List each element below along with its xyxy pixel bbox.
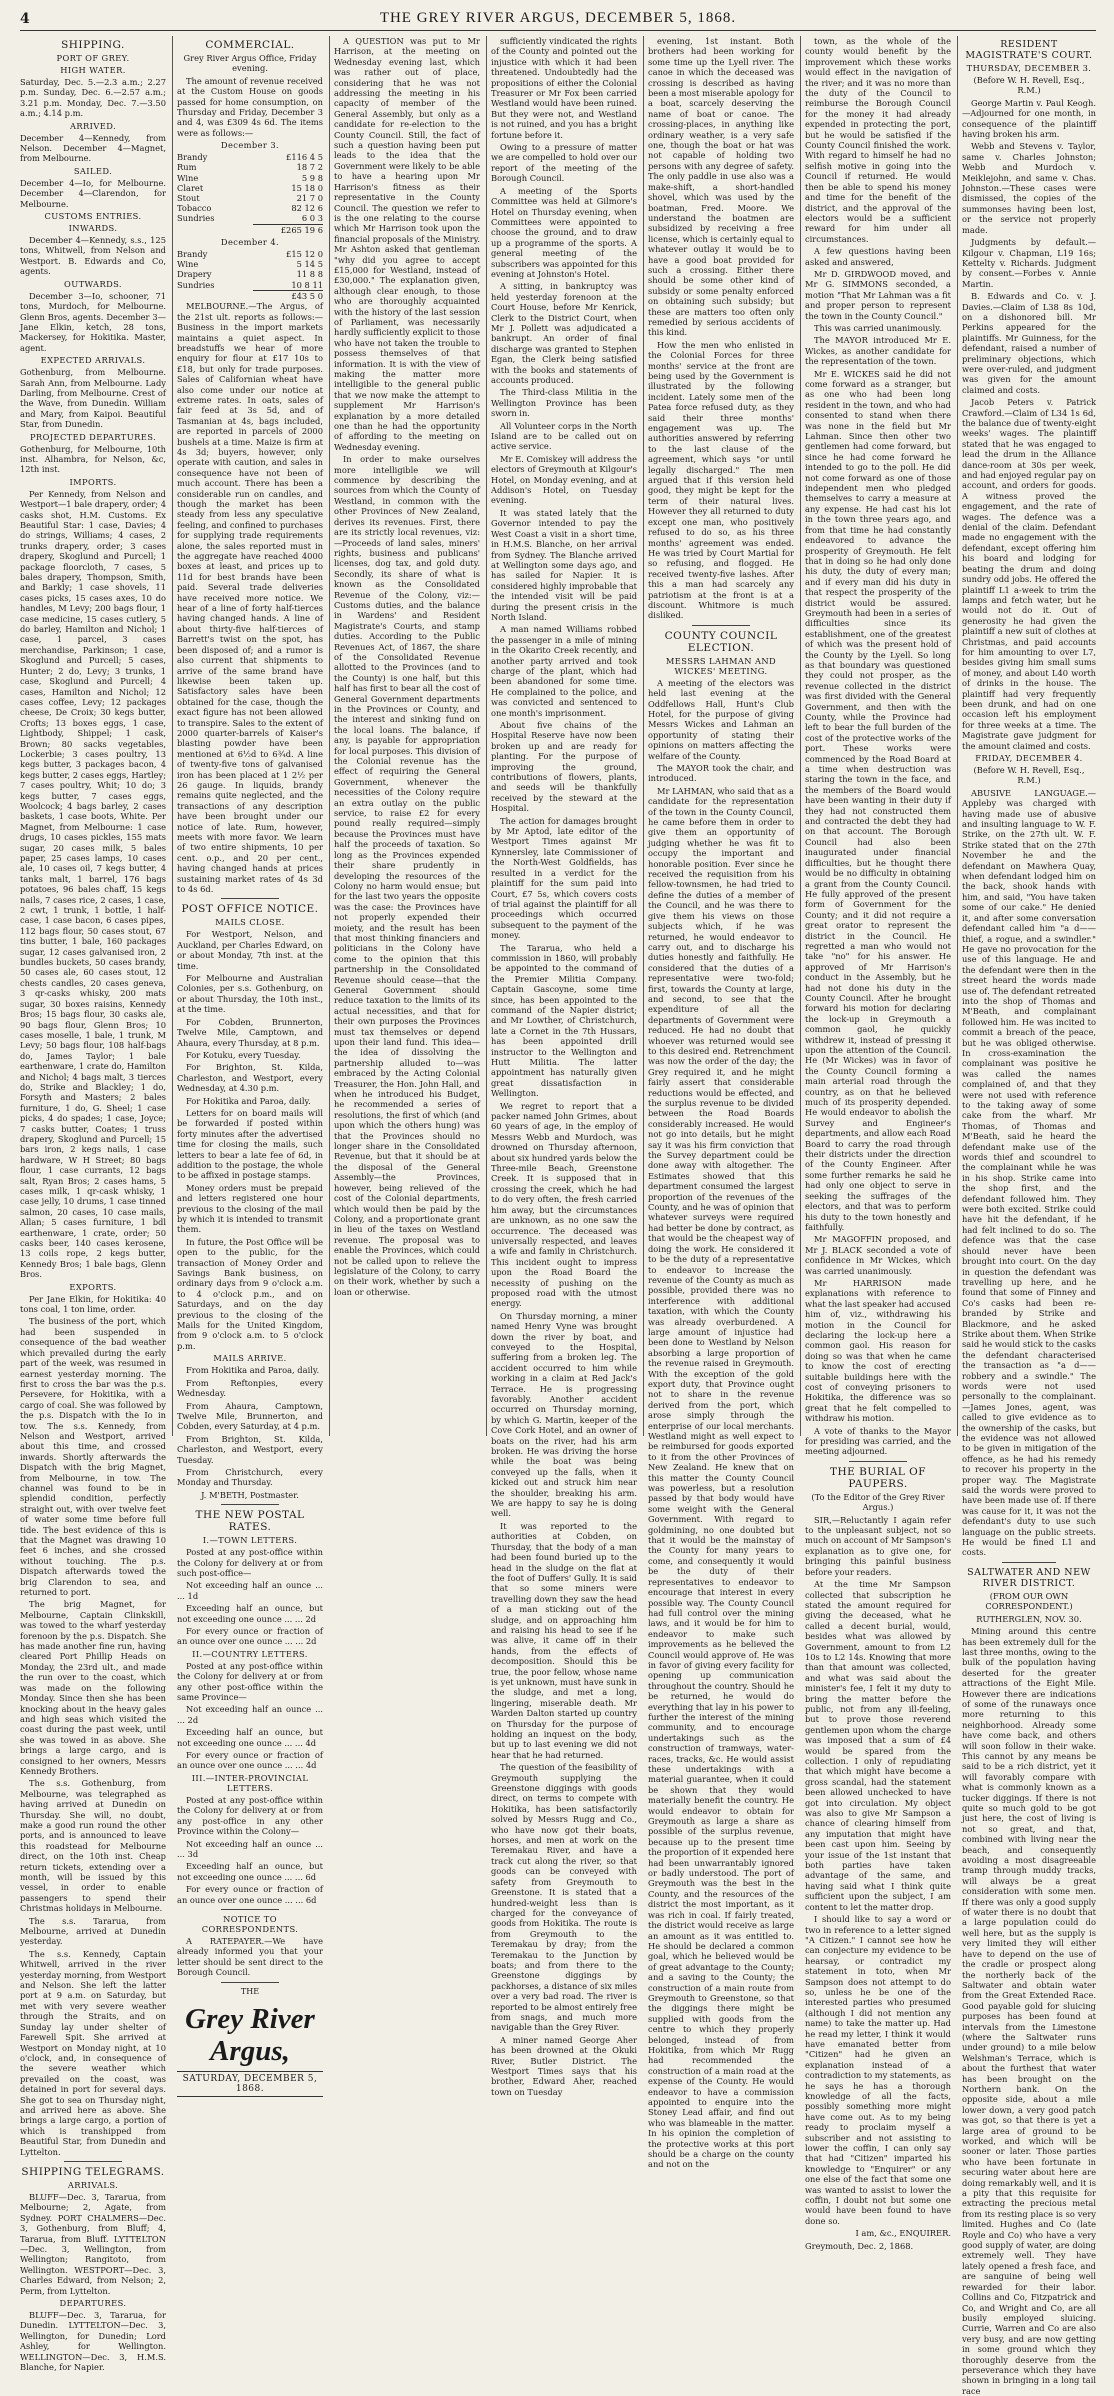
paragraph: Not exceeding half an ounce ... ... 1d xyxy=(177,1580,323,1601)
mails-close-heading: MAILS CLOSE. xyxy=(215,917,285,928)
port-heading: PORT OF GREY. xyxy=(56,53,130,63)
paragraph: For Melbourne and Australian Colonies, per s.s. Gothenburg, on or about Thursday, the 10th inst., at the time. xyxy=(177,973,323,1015)
divider xyxy=(221,898,279,899)
council-paragraph: This was carried unanimously. xyxy=(814,322,942,333)
council-paragraph: A meeting of the electors was held last evening at the Oddfellows Hall, Hunt's Club Hotel, for the purpose of giving Messrs Wickes and Lahman an opportunity of stating their opinions on matters affecting the welfare of the County. xyxy=(648,677,794,761)
paragraph: From Brighton, St. Kilda, Charleston, and Westport, every Tuesday. xyxy=(177,1433,323,1465)
paragraph: The s.s. Gothenburg, from Melbourne, was telegraphed as having arrived at Dunedin on Thursday. She will, no doubt, make a good run round the other ports, and is announced to leave this roadstead for Melbourne direct, on the 10th inst. Cheap return tickets, extending over a month, will be issued by this vessel, in order to enable passengers to spend their Christmas holidays in Melbourne. xyxy=(20,1778,166,1914)
paragraph: From Hokitika and Paroa, daily. xyxy=(186,1365,320,1376)
saltwater-dateline: RUTHERGLEN, NOV. 30. xyxy=(976,1613,1082,1624)
telegrams-arrivals-heading: ARRIVALS. xyxy=(67,2179,119,2190)
council-paragraph: A vote of thanks to the Mayor for presiding was carried, and the meeting adjourned. xyxy=(805,1425,951,1457)
commercial-intro: The amount of revenue received at the Custom House on goods passed for home consumption, on Thursday and Friday, December 3 and 4, was £309 4s 6d. The items were as follows:— xyxy=(177,75,323,138)
news-paragraph: sufficiently vindicated the rights of the County and pointed out the injustice with which it had been threatened. Undoubtedly had the propositions of either the Colonial Treasurer or Mr Fox been carried Westland would have been ruined. But they were not, and Westland is not ruined, and you has a bright fortune before it. xyxy=(491,36,637,140)
saltwater-from: (FROM OUR OWN CORRESPONDENT.) xyxy=(985,1590,1073,1612)
paragraph: For Cobden, Brunnerton, Twelve Mile, Camptown, and Ahaura, every Thursday, at 8 p.m. xyxy=(177,1016,323,1048)
rates-heading: III.—INTER-PROVINCIAL LETTERS. xyxy=(191,1772,309,1793)
masthead-rule xyxy=(20,30,1096,31)
news-paragraph: The question of the feasibility of Greymouth supplying the Greenstone diggings with goods direct, on terms to compete with Hokitika, has been satisfactorily solved by Messrs Rugg and Co., who have now got their boats, horses, and men at work on the Teremakau River, and have a track cut along the river, so that goods can be conveyed with safety from Greymouth to Greenstone. It is stated that a hundred-weight less than is charged for the conveyance of goods from Hokitika. The route is from Greymouth to the Teremakau by dray; from the Teremakau to the Junction by boats; and from there to the Greenstone diggings by packhorses, a distance of six miles over a very bad road. The river is reported to be almost entirely free from snags, and much more navigable than the Grey River. xyxy=(491,1762,637,2033)
paragraph: Letters for on board mails will be forwarded if posted within forty minutes after the advertised time for closing the mails, such letters to bear a late fee of 6d, in addition to the postage, the whole to be affixed in postage stamps. xyxy=(177,1107,323,1181)
revenue-row: Rum 18 7 2 xyxy=(177,162,323,173)
paragraph: Exceeding half an ounce, but not exceeding one ounce ... ... 2d xyxy=(177,1603,323,1624)
nameplate-title: Grey River Argus, xyxy=(185,2002,315,2067)
news-paragraph: Mr E. Comiskey will address the electors of Greymouth at Kilgour's Hotel, on Monday evening, and at Addison's Hotel, on Tuesday evening. xyxy=(491,453,637,506)
sailed-heading: SAILED. xyxy=(73,165,113,176)
court-title: RESIDENT MAGISTRATE'S COURT. xyxy=(965,39,1093,61)
letter-paragraph: SIR,—Reluctantly I again refer to the unpleasant subject, not so much on account of Mr Sampson's explanation as to give one, for bringing this painful business before your readers. xyxy=(805,1514,951,1577)
court-day: FRIDAY, DECEMBER 4. xyxy=(975,753,1083,763)
paragraph: From Ahaura, Camptown, Twelve Mile, Brunnerton, and Cobden, every Saturday, at 4 p.m. xyxy=(177,1400,323,1432)
council-title: COUNTY COUNCIL ELECTION. xyxy=(664,629,778,654)
news-paragraph: About five chains of the Hospital Reserve have now been broken up and are ready for planting. For the purpose of improving the ground, contributions of flowers, plants, and seeds will be thankfully received by the steward at the Hospital. xyxy=(491,720,637,814)
column-shipping xyxy=(20,36,166,2373)
news-paragraph: We regret to report that a packer named John Grimes, about 60 years of age, in the employ of Messrs Webb and Murdoch, was drowned on Thursday afternoon, about six hundred yards below the Three-mile Beach, Greenstone Creek. It is supposed that in crossing the creek, which he had to do very often, the fresh carried him away, but the circumstances are unknown, as no one saw the occurrence. The deceased was universally respected, and leaves a wife and family in Christchurch. This incident ought to impress upon the Road Board the necessity of pushing on the proposed road with the utmost energy. xyxy=(491,1100,637,1309)
court-before: (Before W. H. Revell, Esq., R.M.) xyxy=(973,75,1085,96)
court-before: (Before W. H. Revell, Esq., R.M.) xyxy=(973,765,1085,786)
exports: Per Jane Elkin, for Hokitika: 40 tons coal, 1 ton lime, order. xyxy=(20,1293,166,1315)
outwards: December 3—Io, schooner, 71 tons, Murdoch, for Melbourne. Glenn Bros, agents. December 3—Jane Elkin, ketch, 28 tons, Mackersey, for Hokitika. Master, agent. xyxy=(20,290,166,353)
court-paragraph: Webb and Stevens v. Taylor, same v. Charles Johnston; Webb and Murdoch v. Meiklejohn, and same v. Chas. Johnston.—These cases were dismissed, the copies of the summonses having been lost, or the service not properly made. xyxy=(962,141,1096,235)
paragraph: For Brighton, St. Kilda, Charleston, and Westport, every Wednesday, at 4.30 p.m. xyxy=(177,1062,323,1094)
news-paragraph: Owing to a pressure of matter we are compelled to hold over our report of the meeting of the Borough Council. xyxy=(491,142,637,184)
divider xyxy=(221,1909,279,1910)
revenue-row: Sundries 6 0 3 xyxy=(177,213,323,224)
council-subtitle: MESSRS LAHMAN AND WICKES' MEETING. xyxy=(665,655,777,676)
paragraph: For Hokitika and Paroa, daily. xyxy=(186,1095,311,1106)
revenue-table-1 xyxy=(177,152,323,235)
shipping-narrative xyxy=(20,1316,166,2157)
paragraph: Exceeding half an ounce, but not exceeding one ounce ... ... 6d xyxy=(177,1861,323,1882)
court-paragraph: Judgments by default.—Kilgour v. Chapman, L19 16s; Kettelty v. Richards. Judgment by consent.—Forbes v. Annie Martin. xyxy=(962,237,1096,289)
letter-date: Greymouth, Dec. 2, 1868. xyxy=(805,2240,914,2251)
sailed: December 4—Io, for Melbourne. December 4—Clarendon, for Melbourne. xyxy=(20,177,166,209)
column-news xyxy=(491,36,637,2097)
paragraph: From Reftonpies, every Wednesday. xyxy=(177,1377,323,1399)
revenue-row: Brandy £15 12 0 xyxy=(177,249,323,260)
telegrams-title: SHIPPING TELEGRAMS. xyxy=(21,2165,165,2178)
table2-heading: December 4. xyxy=(220,237,280,248)
mails-arrive-heading: MAILS ARRIVE. xyxy=(213,1353,287,1364)
imports-heading: IMPORTS. xyxy=(69,476,117,487)
news-paragraph: On Thursday morning, a miner named Henry Vyne was brought down the river by boat, and conveyed to the Hospital, suffering from a broken leg. The accident occurred to him while working in a claim at Red Jack's Terrace. He is progressing favorably. Another accident occurred on Thursday morning, by which G. Martin, keeper of the Cove Cork Hotel, and an owner of boats on the river, had his arm broken. He was driving the horse while the boat was being conveyed up the falls, when it kicked out and struck him near the shoulder, breaking his arm. We are happy to say he is doing well. xyxy=(491,1310,637,1519)
column-council-continued xyxy=(805,36,951,2251)
court-paragraph: B. Edwards and Co. v. J. Davies.—Claim of L38 8s 10d, on a dishonored bill. Mr Perkins appeared for the plaintiffs. Mr Guinness, for the defendant, raised a number of preliminary objections, which were over-ruled, and judgment was given for the amount claimed and costs. xyxy=(962,291,1096,395)
revenue-total: £265 19 6 xyxy=(253,224,323,235)
council-paragraph: Mr LAHMAN, who said that as a candidate for the representation of the town in the County Council, he came before them in order to give them an opportunity of judging whether he was fit to occupy the important and honorable position. Ever since he received the requisition from his fellow-townsmen, he had tried to define the duties of a member of the Council, and he was there to give them his views on those subjects which, if he was returned, he would endeavor to carry out, and to discharge his duties honestly and faithfully. He considered that the duties of a representative were two-fold; first, towards the County at large, and second, to see that the expenditure of all the departments of Government were reduced. He had no doubt that whoever was returned would see to this desired end. Retrenchment was now the order of the day; the Grey required it, and he might fairly assert that considerable reductions would be effected, and the surplus revenue to be divided between the Road Boards considerably increased. He would not go into details, but he might say it was his firm conviction that the Survey department could be done away with altogether. The Estimates showed that this department consumed the largest proportion of the revenues of the County, and he was of opinion that whatever surveys were required had better be done by contract, as that would be the cheapest way of doing the work. He considered it to be the duty of a representative to endeavor to increase the revenue of the County as much as possible, provided there was no interference with additional taxation, with which the County was already overburdened. A large amount of injustice had been done to Westland by Nelson absorbing a large proportion of the revenue raised in Greymouth. With the exception of the gold export duty, that Province ought not to share in the revenue derived from the port, which arose simply through the enterprise of our local merchants. Westland might as well expect to be reimbursed for goods exported to it from the other Provinces of New Zealand. He knew that on this matter the County Council was powerless, but a resolution passed by that body would have some weight with the General Government. With regard to goldmining, no one doubted but that it would be the mainstay of the County for many years to come, and consequently it would be the duty of their representatives to endeavor to encourage that interest in every possible way. The County Council had full control over the mining laws, and it would be for him to endeavor to make such improvements as he believed the Council would approve of. He was in favor of giving every facility for opening up communication throughout the country. Should he be returned, he would do everything that lay in his power to further the interest of the mining community, and to encourage undertakings such as the construction of tramways, water-races, tracks, &c. He would assist these undertakings with a material guarantee, when it could be shown that they would materially benefit the country. He would endeavor to obtain for Greymouth as large a share as possible of the surplus revenue, because up to the present time the proportion of it expended here had been unwarrantably ignored or badly understood. The port of Greymouth was the best in the County, and the resources of the district the most important, as it was rich in coal. If fairly treated, the district would receive as large an amount as it was entitled to. He should be declared a common goal, which he believed would be of great advantage to the County; and a saving to the County; the construction of a main route from Greymouth to Greenstone, so that the diggings there might be supplied with goods from the centre to which they properly belonged, instead of from Hokitika, from which Mr Rugg had recommended the construction of a main road at the expense of the County. He would endeavor to have a commission appointed to enquire into the Stoney Lead affair, and find out who was blameable in the matter. In his opinion the completion of the protective works at this port should be a charge on the county and not on the xyxy=(648,785,794,2170)
letter-paragraph: At the time Mr Sampson collected that subscription he stated the amount required for giving the deceased, what he called a decent burial, would, besides what was allowed by Government, amount to from L2 10s to L2 14s. Knowing that more than that amount was collected, and what was said about the minister's fee, I felt it my duty to bring the matter before the public, not from any ill-feeling, but to prove those reverend gentlemen upon whom the charge was imposed that a sum of £4 would be spared from the collection. I only of repudiating that which might have become a gross scandal, had the statement been allowed unchecked to have got into circulation. My object was also to give Mr Sampson a chance of clearing himself from any imputation that might have been cast upon him. Seeing by your issue of the 1st instant that both parties have taken advantage of the same, and having said what I think quite sufficient upon the subject, I am content to let the matter drop. xyxy=(805,1579,951,1912)
inwards-heading: INWARDS. xyxy=(68,223,118,234)
revenue-row: Claret 15 18 0 xyxy=(177,182,323,193)
divider xyxy=(692,625,750,626)
saltwater-title: SALTWATER AND NEW RIVER DISTRICT. xyxy=(967,1566,1091,1589)
divider xyxy=(1002,1562,1056,1563)
council-paragraph: A few questions having been asked and answered, xyxy=(805,246,951,267)
column-commercial xyxy=(177,36,323,2094)
masthead xyxy=(20,6,1096,32)
revenue-row: Stout 21 7 0 xyxy=(177,193,323,204)
expected-heading: EXPECTED ARRIVALS. xyxy=(40,355,146,366)
news-paragraph: evening, 1st instant. Both brothers had been working for some time up the Lyell river. The canoe in which the deceased was crossing is described as having been a most miserable apology for a boat, scarcely deserving the name of boat or canoe. The crossing-places, in anything like ordinary weather, is a very safe one, though the boat or hat was not capable of holding two persons with any degree of safety. The only paddle in use also was a make-shift, a short-handled shovel, which was used by the boatman, Fred. Moore. We understand the boatmen are subsidized by receiving a free license, which is certainly equal to whatever outlay it would be to have a good boat provided for such a crossing. Either there should be some other kind of subsidy or some penalty enforced on obtaining such subsidy; but these are matters too often only remedied by serious accidents of this kind. xyxy=(648,36,794,338)
postal-rates-title: THE NEW POSTAL RATES. xyxy=(195,1509,305,1534)
notice-title: NOTICE TO CORRESPONDENTS. xyxy=(201,1913,299,1934)
notice-body: A RATEPAYER.—We have already informed you that your letter should be sent direct to the Borough Council. xyxy=(177,1935,323,1978)
paragraph: Posted at any post-office within the Colony for delivery at or from any post-office in any other Province within the Colony— xyxy=(177,1794,323,1837)
telegrams-departures: BLUFF—Dec. 3, Tararua, for Dunedin. LYTTELTON—Dec. 3, Wellington, for Dunedin; Lord Ashley, for Wellington. WELLINGTON—Dec. 3, H.M.S. Blanche, for Napier. xyxy=(20,2310,166,2373)
court-paragraph: George Martin v. Paul Keogh.—Adjourned for one month, in consequence of the plaintiff having broken his arm. xyxy=(962,97,1096,140)
revenue-row: Wine 5 14 5 xyxy=(177,259,323,270)
nameplate-the: THE xyxy=(240,1986,260,1996)
news-paragraph: The action for damages brought by Mr Aptod, late editor of the Westport Times against Mr Kynnersley, late Commissioner of the North-West Goldfields, has resulted in a verdict for the plaintiff for the sum paid into Court, £7 5s, which covers costs of trial against the plaintiff for all proceedings which occurred subsequent to the payment of the money. xyxy=(491,815,637,941)
divider xyxy=(221,1504,279,1505)
news-paragraph: The Third-class Militia in the Wellington Province has been sworn in. xyxy=(491,387,637,419)
paragraph: Posted at any post-office within the Colony for delivery at or from such post-office— xyxy=(177,1547,323,1578)
court-day: THURSDAY, DECEMBER 3. xyxy=(966,63,1092,73)
letter-paragraph: I should like to say a word or two in reference to a letter signed "A Citizen." I cannot see how he can conjecture my evidence to be hearsay, or contradict my statement in toto, when Mr Sampson does not attempt to do so, unless he be one of the interested parties who presumed (although I did not mention any name) to take the matter up. Had he read my letter, I think it would have emanated better from "Citizen" had he given an explanation instead of a contradiction to my statements, as he says he has a thorough knowledge of all the facts, possibly something more might have come out. As to my being ready to proclaim myself a subscriber and not assisting to lower the coffin, I can only say that had "Citizen" imparted his knowledge to "Enquirer" or any one else of the fact that some one was wanted to assist to lower the coffin, I doubt not but some one would have been found to have done so. xyxy=(805,1914,951,2226)
paragraph: For every ounce or fraction of an ounce over one ounce ... ... 2d xyxy=(177,1626,323,1647)
court-paragraph: Jacob Peters v. Patrick Crawford.—Claim of L34 1s 6d, the balance due of twenty-eight weeks' wages. The plaintiff stated that he was engaged to lead the drum in the Alliance dance-room at 30s per week, and had enjoyed regular pay on account, and orders for goods. A witness proved the engagement, and the rate of wages. The defence was a denial of the claim. Defendant made no engagement with the defendant, except offering him his board and lodging for beating the drum and doing sundry odd jobs. He offered the plaintiff L1 a-week to trim the lamps and fetch water, but he would not do it. Out of generosity he had given the plaintiff a new suit of clothes at Christmas, and paid accounts for him amounting to over L7, besides giving him small sums of money, and about L40 worth of drinks in the house. The plaintiff had very frequently been drunk, and had on one occasion left his employment for three weeks at a time. The Magistrate gave judgment for the amount claimed and costs. xyxy=(962,397,1096,751)
projected: Gothenburg, for Melbourne, 10th inst. Alhambra, for Nelson, &c, 12th inst. xyxy=(20,443,166,475)
paragraph: Money orders must be prepaid and letters registered one hour previous to the closing of the mail by which it is intended to transmit them. xyxy=(177,1182,323,1235)
court-paragraph: ABUSIVE LANGUAGE.—Appleby was charged with having made use of abusive and insulting language to W. F. Strike, on the 27th ult. W. F. Strike stated that on the 27th November he and the defendant on Mawhera Quay, when defendant lodged him on the back, shook hands with him, and said, "You have taken some of our cake." He denied it, and after some conversation defendant called him "a d—— thief, a rogue, and a swindler." He gave no provocation for the use of this language. He and the defendant were then in the street heard the words made use of. The defendant retreated into the shop of Thomas and M'Beath, and complainant followed him. He was incited to commit a breach of the peace, but he was obliged otherwise. In cross-examination the complainant was positive he was called the names complained of, and that they were not used with reference to the taking away of some cake from the wharf. Mr Thomas, of Thomas and M'Beath, said he heard the defendant make use of the words thief and scoundrel to the complainant while he was in his shop. Strike came into the shop first, and the defendant followed him. They were both excited. Strike could have hit the defendant, if he had felt inclined to do so. The defence was that the case should never have been brought into court. On the day in question the defendant was travelling up here, and he found that some of Finney and Co's casks had been re-branded by Strike and Blackmore, and he asked Strike about them. When Strike said he would stick to the casks the defendant characterised the transaction as "a d—— robbery and a swindle." The words were not used personally to the complainant.—James Jones, agent, was called to give evidence as to the ownership of the casks, but the evidence was not allowed to be given in mitigation of the offence, as he had his remedy to recover his property in the proper way. The Magistrate said the words were proved to have been made use of. If there was cause for it, it was not the defendant's duty to use such language on the public streets. He would be fined L1 and costs. xyxy=(962,787,1096,1558)
news-paragraph: How the men who enlisted in the Colonial Forces for three months' service at the front are being used by the Government is illustrated by the following incident. Lately some men of the Patea force refused duty, as they said their three months' engagement was up. The authorities answered by referring to the last clause of the agreement, which says "or until legally discharged." The men argued that if this version held good, they might be kept for the term of their natural lives. However they all returned to duty except one man, who positively refused to do so, as his three months' agreement was ended. He was tried by Court Martial for so refusing, and flogged. He received twenty-five lashes. After this a man had scarcely any patriotism at the front is at a discount. Whitmore is much disliked. xyxy=(648,339,794,621)
column-rule xyxy=(172,36,173,1436)
arrived: December 4—Kennedy, from Nelson. December 4—Magnet, from Melbourne. xyxy=(20,132,166,164)
commercial-body: MELBOURNE.—The Argus, of the 21st ult. reports as follows:—Business in the import markets maintains a quiet aspect. In breadstuffs we hear of more enquiry for flour at £17 10s to £18, but only for trade purposes. Sales of Californian wheat have also come under our notice at extreme rates. In oats, sales of fair feed at 3s 5d, and of Tasmanian at 4s, bags included, are reported in parcels of 2000 bushels at a time. Maize is firm at 4s 3d; buyers, however, only operate with caution, and sales in consequence have not been of much account. There has been a considerable run on candles, and though the market has been steady from less any speculative feeling, and confined to purchases for supplying trade requirements alone, the sales reported must in the aggregate have reached 4000 boxes at least, and prices up to 11d for best brands have been paid. Several trade deliveries have received more notice. We hear of a line of forty half-tierces having changed hands. A line of about thirty-five half-tierces of Barrett's twist on the spot, has been disposed of; and a rumor is also current that shipments to arrive of the same brand have likewise been taken up. Satisfactory sales have been obtained for the case, though the exact figure has not been allowed to transpire. Sales to the extent of 2000 quarter-barrels of Kaiser's blasting powder have been mentioned at 6½d to 6¾d. A line of twenty-five tons of galvanised iron has been placed at 1 2½ per 26 gauge. In liquids, brandy remains quite neglected, and the transactions of any description have been brought under our notice of late. Rum, however, meets with more favor. We learn of two entire shipments, 10 per cent. o.p., and 20 per cent., having changed hands at prices sustaining market rates of 4s 3d to 4s 6d. xyxy=(177,301,323,895)
post-office-title: POST OFFICE NOTICE. xyxy=(181,903,319,916)
news-paragraph: It was reported to the authorities at Cobden, on Thursday, that the body of a man had been found buried up to the head in the sludge on the flat at the foot of Duffers' Gully. It is said that so some miners were travelling down they saw the head of a man sticking out of the sludge, and on approaching him and raising his head to see if he was alive, it came off in their hands, from the effects of decomposition. Should this be true, the poor fellow, whose name is yet unknown, must have sunk in the sludge, and met a long, lingering, miserable death. Mr Warden Dalton started up country on Thursday for the purpose of holding an inquest on the body, but up to last evening we did not hear that he had returned. xyxy=(491,1520,637,1760)
high-water-heading: HIGH WATER. xyxy=(60,65,126,75)
section-title-shipping: SHIPPING. xyxy=(61,39,125,51)
revenue-row: Sundries 10 8 11 xyxy=(177,279,323,290)
imports: Per Kennedy, from Nelson and Westport—1 bale drapery, order; 4 casks shot, H.M. Customs. Ex Beautiful Star: 1 case, Davies; 4 do strings, Williams; 4 cases, 2 trunks drapery, order; 3 cases drapery, Skoglund and Purcell; 1 package floorcloth, 7 cases, 5 bales drapery, Thompson, Smith, and Barkly; 1 case shovels, 11 cases picks, 15 cases axes, 10 do handles, M Levy; 200 bags flour, 1 case medicine, 15 cases cutlery, 5 do barley, Hamilton and Nichol; 1 case, 1 parcel, 3 cases merchandise, Parkinson; 1 case, Skoglund and Purcell; 5 cases, Hunter; 2 do, Levy; 3 trunks, 1 case, Skoglund and Purcell; 4 cases, Hamilton and Nichol; 12 cases coffee, Levy; 12 packages cheese, De Croix; 30 kegs butter, Crofts; 13 boxes eggs, 1 case, Lightbody, Shippel; 1 cask, Brown; 80 sacks vegetables, Lockerbie; 3 cases poultry, 13 kegs butter, 3 packages bacon, 4 kegs butter, 2 cases eggs, Hartley; 7 cases poultry, Whit; 10 do; 3 kegs butter, 7 cases eggs, Woolcock; 4 bags barley, 2 cases baskets, 1 case boots, White. Per Magnet, from Melbourne: 1 case drugs, 10 cases pickles, 155 mats sugar, 20 cases milk, 5 bales paper, 25 cases lamps, 10 cases ale, 10 cases oil, 7 kegs butter, 4 tanks malt, 1 barrel, 176 bags potatoes, 96 bales chaff, 15 kegs nails, 7 cases rice, 2 cases, 1 case, 2 cwt, 1 trunk, 1 bottle, 1 half-case, 1 case bacon, 6 cases pipes, 112 bags flour, 50 cases stout, 67 tins butter, 1 bale, 160 packages sugar, 12 cases galvanised iron, 2 bundles buckets, 50 cases brandy, 50 cases ale, 60 cases stout, 12 chests candles, 20 cases geneva, 3 qr-casks whisky, 200 mats sugar, 30 boxes raisins, Kennedy Bros; 15 bags flour, 30 casks ale, 90 bags flour, Glenn Bros; 10 cases moselle, 1 bale, 1 trunk, M Levy; 50 bags flour, 108 half-bags do, James Taylor; 1 bale earthenware, 1 crate do, Hamilton and Nichol; 4 bags malt, 3 tierces do, Strike and Blackley; 1 do, Forsyth and Masters; 2 bales furniture, 1 do, G. Sheel; 1 case picks, 4 do spades; 1 case, Joyce; 7 casks butter, Coates; 1 truss drapery, Skoglund and Purcell; 15 bars iron, 2 kegs nails, 1 case hardware, W H Street; 80 bags flour, 1 case currants, 12 bags salt, Ryan Bros; 2 cases hams, 5 cases milk, 1 qr-cask whisky, 1 case jelly, 10 drums, 1 case tinned salmon, 20 cases, 10 case mails, Allan; 5 cases furniture, 1 bdl earthenware, 1 crate, order; 50 casks beer, 140 cases kerosene, 13 coils rope, 2 kegs butter, Kennedy Bros; 1 bale bags, Glenn Bros. xyxy=(20,488,166,1280)
table1-heading: December 3. xyxy=(220,140,280,151)
divider xyxy=(221,1982,279,1983)
editorial-paragraph: In order to make ourselves more intelligible we will commence by describing the sources from which the County of Westland, in common with the other Provinces of New Zealand, derives its revenues. First, there are its strictly local revenues, viz:—Proceeds of land sales, miners' rights, business and publicans' licenses, dog tax, and gold duty. Secondly, its share of what is known as the Consolidated Revenue of the Colony, viz:—Customs duties, and the balance in Wardens' and Resident Magistrate's Courts, and stamp duties. According to the Public Revenues Act, of 1867, the share of the Consolidated Revenue allotted to the Provinces (and to the County) is one half, but this half has first to bear all the cost of General Government departments in the Provinces or County, and the interest and sinking fund on the local loans. The balance, if any, is payable for appropriation for local purposes. This division of the Colonial revenue has the effect of requiring the General Government, whenever the necessities of the Colony require an extra outlay on the public service, to raise £2 for every pound really required—simply because the Provinces must have half the proceeds of taxation. So long as the Provinces expended their share prudently in developing the resources of the Colony no harm would ensue; but for the last two years the opposite was the case: the Provinces have not properly expended their moiety, and the result has been that most thinking financiers and politicians in the Colony have come to the opinion that this partnership in the Consolidated Revenue should cease—that the General Government should reduce taxation to the limits of its actual necessities, and that for their own purposes the Provinces must tax themselves or depend upon their land fund. This idea—the idea of dissolving the partnership alluded to—was embraced by the Acting Colonial Treasurer, the Hon. John Hall, and when he introduced his Budget, he recommended a series of resolutions, the first of which (and upon which the others hung) was that the Provinces should no longer share in the Consolidated Revenue, but that it should be at the disposal of the General Assembly—the Provinces, however, being relieved of the cost of the Colonial departments, which would then be paid by the Colony, and a proportionate grant in lieu of the taxes on Westland revenue. The proposal was to enable the Provinces, which could not be called upon to relieve the legislature of the Colony, to carry on their work, whether by such a loan or otherwise. xyxy=(334,454,480,1297)
column-rule xyxy=(800,36,801,1436)
paragraph: Posted at any post-office within the Colony for delivery at or from any other post-office within the same Province— xyxy=(177,1660,323,1703)
expected: Gothenburg, from Melbourne. Sarah Ann, from Melbourne. Lady Darling, from Melbourne. Crest of the Wave, from Dunedin. William and Mary, from Kaipoi. Beautiful Star, from Dunedin. xyxy=(20,367,166,430)
nameplate-date: SATURDAY, DECEMBER 5, 1868. xyxy=(177,2071,323,2097)
revenue-row: Drapery 11 8 8 xyxy=(177,269,323,280)
divider xyxy=(64,2161,122,2162)
column-editorial xyxy=(334,36,480,1436)
council-paragraph: The MAYOR introduced Mr E. Wickes, as another candidate for the representation of the town. xyxy=(805,335,951,367)
paragraph: For every ounce or fraction of an ounce over one ounce ... ... 4d xyxy=(177,1750,323,1771)
council-paragraph: Mr E. WICKES said he did not come forward as a stranger, but as one who had been long resident in the town, and who had consented to stand when there was none in the field but Mr Lahman. Since then other two gentlemen had come forward, but since he had come forward he intended to go to the poll. He did not come forward as one of those independent men who pledged themselves to carry a measure at any expense. He had cast his lot in the town three years ago, and from that time he had constantly endeavored to advance the prosperity of Greymouth. He felt that in doing so he had only done his duty, the duty of every man; and if every man did his duty in that respect the prosperity of the district would be assured. Greymouth had been in a series of difficulties since its establishment, one of the greatest of which was the present hold of the County by the Lyell. So long as that boundary was questioned they could not prosper, as the revenue collected in the district was first divided with the General Government, and then with the County, while the Province had left to bear the full burden of the cost of the protective works of the port. These works were commenced by the Road Board at a time when destruction was staring the town in the face, and the members of the Board would have been wanting in their duty if they had not constructed them and contracted the debt they had on that account. The Borough Council had also been inaugurated under financial difficulties, but he thought there would be no difficulty in obtaining a grant from the County Council. He fully approved of the present form of Government for the County; and it did not require a great orator to represent the district in the Council. He regretted a man who would not take "no" for his answer. He approved of Mr Harrison's conduct in the Assembly, but he had not done his duty in the County Council. After he brought forward his motion for declaring the lock-up in Greymouth a common gaol, he quickly withdrew it, instead of pressing it upon the attention of the Council. He (Mr Wickes) was in favor of the County Council forming a main arterial road through the country, as on that he believed much of its prosperity depended. He would endeavor to abolish the Survey and Engineer's departments, and allow each Road Board to carry the road through their districts under the direction of the County Engineer. After some further remarks he said he had only one object to serve in seeking the suffrages of the electors, and that was to perform his duty to the town honestly and faithfully. xyxy=(805,368,951,1232)
projected-heading: PROJECTED DEPARTURES. xyxy=(29,431,157,442)
news-paragraph: The Tararua, who held a commission in 1860, will probably be appointed to the command of the Premier Militia Company. Captain Gascoyne, some time since, has been appointed to the command of the Napier district; and Mr Lowther, of Christchurch, late a Cornet in the 7th Hussars, has been appointed drill instructor to the Wellington and Hutt Militia. The latter appointment has naturally given great dissatisfaction in Wellington. xyxy=(491,942,637,1099)
council-paragraph: Mr HARRISON made explanations with reference to what the last speaker had accused him of, viz., withdrawing his motion in the Council for declaring the lock-up here a common gaol. His reason for doing so was that when he came to know the cost of erecting suitable buildings here with the cost of conveying prisoners to Hokitika, the difference was so great that he felt compelled to withdraw his motion. xyxy=(805,1277,951,1424)
letter-signature: I am, &c., ENQUIRER. xyxy=(855,2228,951,2239)
paragraph: The s.s. Tararua, from Melbourne, arrived at Dunedin yesterday. xyxy=(20,1915,166,1947)
column-rule xyxy=(643,36,644,1436)
paragraph: Not exceeding half an ounce ... ... 2d xyxy=(177,1704,323,1725)
paragraph: Not exceeding half an ounce ... ... 3d xyxy=(177,1838,323,1859)
rates-heading: II.—COUNTRY LETTERS. xyxy=(192,1648,308,1659)
revenue-total: £43 5 0 xyxy=(253,290,323,301)
rates-heading: I.—TOWN LETTERS. xyxy=(202,1535,298,1546)
revenue-table-2 xyxy=(177,249,323,301)
paragraph: For every ounce or fraction of an ounce over one ounce ... ... 6d xyxy=(177,1884,323,1905)
news-paragraph: A miner named George Aher has been drowned at the Okuki River, Butler District. The Westport Times says that his brother, Edward Aher, reached town on Tuesday xyxy=(491,2034,637,2097)
news-paragraph: A sitting, in bankruptcy was held yesterday forenoon at the Court House, before Mr Kenrick, Clerk to the District Court, when Mr J. Pollett was adjudicated a bankrupt. An order of final discharge was granted to Stephen Egan, the Clerk being satisfied with the books and statements of accounts produced. xyxy=(491,281,637,385)
paragraph: From Christchurch, every Monday and Thursday. xyxy=(177,1466,323,1488)
council-paragraph: Mr D. GIRDWOOD moved, and Mr G. SIMMONS seconded, a motion "That Mr Lahman was a fit and proper person to represent the town in the County Council." xyxy=(805,268,951,321)
council-paragraph: town, as the whole of the county would benefit by the improvement which these works would effect in the navigation of the river; and it was no more than the duty of the Council to reimburse the Borough Council for the money it had already expended in protecting the port, but he would be satisfied if the County Council finished the work. With regard to himself he had no selfish motive in going into the Council if returned. He would then be able to spend his money and time for the benefit of the district, and the approval of the electors would be a sufficient reward for him under all circumstances. xyxy=(805,36,951,244)
arrived-heading: ARRIVED. xyxy=(69,120,116,131)
saltwater-paragraph: Mining around this centre has been extremely dull for the last three months, owing to the bulk of the population having deserted for the greater attractions of the Eight Mile. However there are indications of some of the runaways once more returning to this neighborhood. Already some have come back, and others will soon follow in their wake. This cannot by any means be said to be a rich district, yet it will favorably compare with what is commonly known as a tucker diggings. If there is not quite so much gold to be got just here, the cost of living is not so great, and that, combined with living near the beach, and consequently avoiding a most disagreeable tramp through muddy tracks, will always be a great consideration with some men. If there was only a good supply of water there is no doubt that a large population could do well here, but as the supply is very limited they will either have to depend on the use of the cradle or prospect along the northerly back of the Saltwater and obtain water from the Great Extended Race. Good payable gold for sluicing purposes has been found at intervals from the Limestone (where the Saltwater runs under ground) to a mile below Welshman's Terrace, which is about the furthest that water has been brought on the Northern bank. On the opposite side, about a mile lower down, a very good patch was got, so that there is yet a large area of ground to be worked, and which will be sooner or later. Those parties who have been fortunate in securing water about here are doing remarkably well, and it is a pity that this requisite for extracting the precious metal from its resting place is so very limited. Hughes and Co (late Royle and Co) who have a very good supply of water, are doing extremely well. They have lately opened a fresh face, and are sanguine of being well rewarded for their labor. Collins and Co, Fitzpatrick and Co, and Wright and Co, are all busily employed sluicing. Currie, Warren and Co are also very busy, and are now getting in some ground which they thoroughly deserve from the perseverance which they have shown in bringing in a long tail race xyxy=(962,1626,1096,2396)
news-paragraph: All Volunteer corps in the North Island are to be called out on active service. xyxy=(491,420,637,452)
telegrams-departures-heading: DEPARTURES. xyxy=(59,2298,127,2309)
paragraph: The s.s. Kennedy, Captain Whitwell, arrived in the river yesterday morning, from Westport and Nelson. She left the latter port at 9 a.m. on Saturday, but met with very severe weather through the Straits, and on Sunday lay under shelter of Farewell Spit. She arrived at Westport on Monday night, at 10 o'clock, and, in consequence of the severe weather which prevailed on the coast, was detained in port for several days. She got to sea on Thursday night, and arrived here as above. She brings a large cargo, a portion of which is transhipped from Beautiful Star, from Dunedin and Lyttelton. xyxy=(20,1948,166,2157)
exports-heading: EXPORTS. xyxy=(69,1281,117,1292)
commercial-office-line: Grey River Argus Office, Friday evening. xyxy=(183,53,317,74)
paupers-title: THE BURIAL OF PAUPERS. xyxy=(829,1465,927,1490)
revenue-row: Tobacco 82 12 6 xyxy=(177,203,323,214)
council-paragraph: Mr MAGOFFIN proposed, and Mr J. BLACK seconded a vote of confidence in Mr Wickes, which was carried unanimously. xyxy=(805,1234,951,1276)
paragraph: For Kotuku, every Tuesday. xyxy=(186,1049,301,1060)
column-rule xyxy=(486,36,487,1436)
divider xyxy=(849,1461,907,1462)
council-paragraph: The MAYOR took the chair, and introduced. xyxy=(648,763,794,784)
column-council xyxy=(648,36,794,2170)
revenue-row: Wine 5 9 8 xyxy=(177,172,323,183)
paragraph: The business of the port, which had been suspended in consequence of the bad weather which prevailed during the early part of the week, was resumed in earnest yesterday morning. The first to cross the bar was the p.s. Persevere, for Hokitika, with a cargo of coal. She was followed by the p.s. Dispatch with the Io in tow. The s.s. Kennedy, from Nelson and Westport, arrived about this time, and crossed inwards. Shortly afterwards the Dispatch with the brig Magnet, from Melbourne, in tow. The channel was found to be in splendid condition, perfectly straight out, with over twelve feet of water some time before full tide. The best evidence of this is that the Magnet was drawing 10 feet 6 inches, and she crossed without touching. The p.s. Dispatch afterwards towed the brig Clarendon to sea, and returned to port. xyxy=(20,1316,166,1598)
news-paragraph: It was stated lately that the Governor intended to pay the West Coast a visit in a short time, in H.M.S. Blanche, on her arrival from Sydney. The Blanche arrived at Wellington some days ago, and has sailed for Napier. It is considered highly improbable that the intended visit will be paid during the present crisis in the North Island. xyxy=(491,507,637,622)
editorial-paragraph: A QUESTION was put to Mr Harrison, at the meeting on Wednesday evening last, which was rather out of place, considering that he was not addressing the meeting in his capacity of member of the General Assembly, but only as a candidate for re-election to the County Council. Still, the fact of such a question having been put leads to the idea that the Government were likely to be able to have a hearing upon Mr Harrison's fitness as their representative in the County Council. The question we refer to is the one relating to the course which Mr Harrison took upon the financial proposals of the Ministry. Mr Ashton asked that gentleman "why did you agree to accept £15,000 for Westland, instead of £30,000." The explanation given, although clear enough, to those who are thoroughly acquainted with the history of the last session of Parliament, was necessarily hardly sufficiently explicit to those who have not taken the trouble to possess themselves of that information. It is with the view of making the matter more intelligible to the general public that we now make the attempt to supplement Mr Harrison's explanation by a more detailed one than he had the opportunity of affording to the meeting on Wednesday evening. xyxy=(334,36,480,452)
postmaster-signature: J. M'BETH, Postmaster. xyxy=(201,1489,299,1500)
column-court xyxy=(962,36,1096,2396)
paragraph: Exceeding half an ounce, but not exceeding one ounce ... ... 4d xyxy=(177,1727,323,1748)
revenue-row: Brandy £116 4 5 xyxy=(177,152,323,163)
news-paragraph: A man named Williams robbed the passenger in a mile of mining in the Okarito Creek recently, and another party arrived and took charge of the plant, which had been abandoned for some time. He complained to the police, and was convicted and sentenced to one month's imprisonment. xyxy=(491,624,637,718)
column-rule xyxy=(329,36,330,1436)
page-number: 4 xyxy=(20,11,30,27)
paragraph: For Westport, Nelson, and Auckland, per Charles Edward, on or about Monday, 7th inst. at the time. xyxy=(177,929,323,971)
running-title: THE GREY RIVER ARGUS, DECEMBER 5, 1868. xyxy=(379,10,737,26)
paragraph: In future, the Post Office will be open to the public, for the transaction of Money Order and Savings Bank business, on ordinary days from 9 o'clock a.m. to 4 o'clock p.m., and on Saturdays, and on the day previous to the closing of the Mails for the United Kingdom, from 9 o'clock a.m. to 5 o'clock p.m. xyxy=(177,1236,323,1351)
inwards: December 4—Kennedy, s.s., 125 tons, Whitwell, from Nelson and Westport. B. Edwards and Co, agents. xyxy=(20,235,166,277)
paragraph: The brig Magnet, for Melbourne, Captain Clinkskill, was towed to the wharf yesterday forenoon by the p.s. Dispatch. She has made another fine run, having cleared Port Phillip Heads on Monday, the 23rd ult., and made the run over to the coast, which was made on the following Monday. Since then she has been knocking about in the heavy gales and high seas which visited the coast during the past week, until she was towed in as above. She brings a large cargo, and is consigned to her owners, Messrs Kennedy Brothers. xyxy=(20,1599,166,1776)
paupers-to-editor: (To the Editor of the Grey River Argus.) xyxy=(811,1491,945,1513)
telegrams-arrivals: BLUFF—Dec. 3, Tararua, from Melbourne; 2, Agate, from Sydney. PORT CHALMERS—Dec. 3, Gothenburg, from Bluff; 4, Tararua, from Bluff. LYTTELTON—Dec. 3, Wellington, from Wellington; Rangitoto, from Wellington. WESTPORT—Dec. 3, Charles Edward, from Nelson; 2, Perm, from Lyttelton. xyxy=(20,2191,166,2296)
news-paragraph: A meeting of the Sports Committee was held at Gilmore's Hotel on Thursday evening, when Committees were appointed to choose the ground, and to draw up a programme of the sports. A general meeting of the subscribers was appointed for this evening at Johnston's Hotel. xyxy=(491,185,637,279)
column-rule xyxy=(957,36,958,1436)
customs-heading: CUSTOMS ENTRIES. xyxy=(44,211,142,222)
high-water: Saturday, Dec. 5.—2.3 a.m.; 2.27 p.m. Sunday, Dec. 6.—2.57 a.m.; 3.21 p.m. Monday, Dec. 7.—3.50 a.m.; 4.14 p.m. xyxy=(20,77,166,119)
commercial-title: COMMERCIAL. xyxy=(205,39,295,51)
outwards-heading: OUTWARDS. xyxy=(64,278,122,289)
